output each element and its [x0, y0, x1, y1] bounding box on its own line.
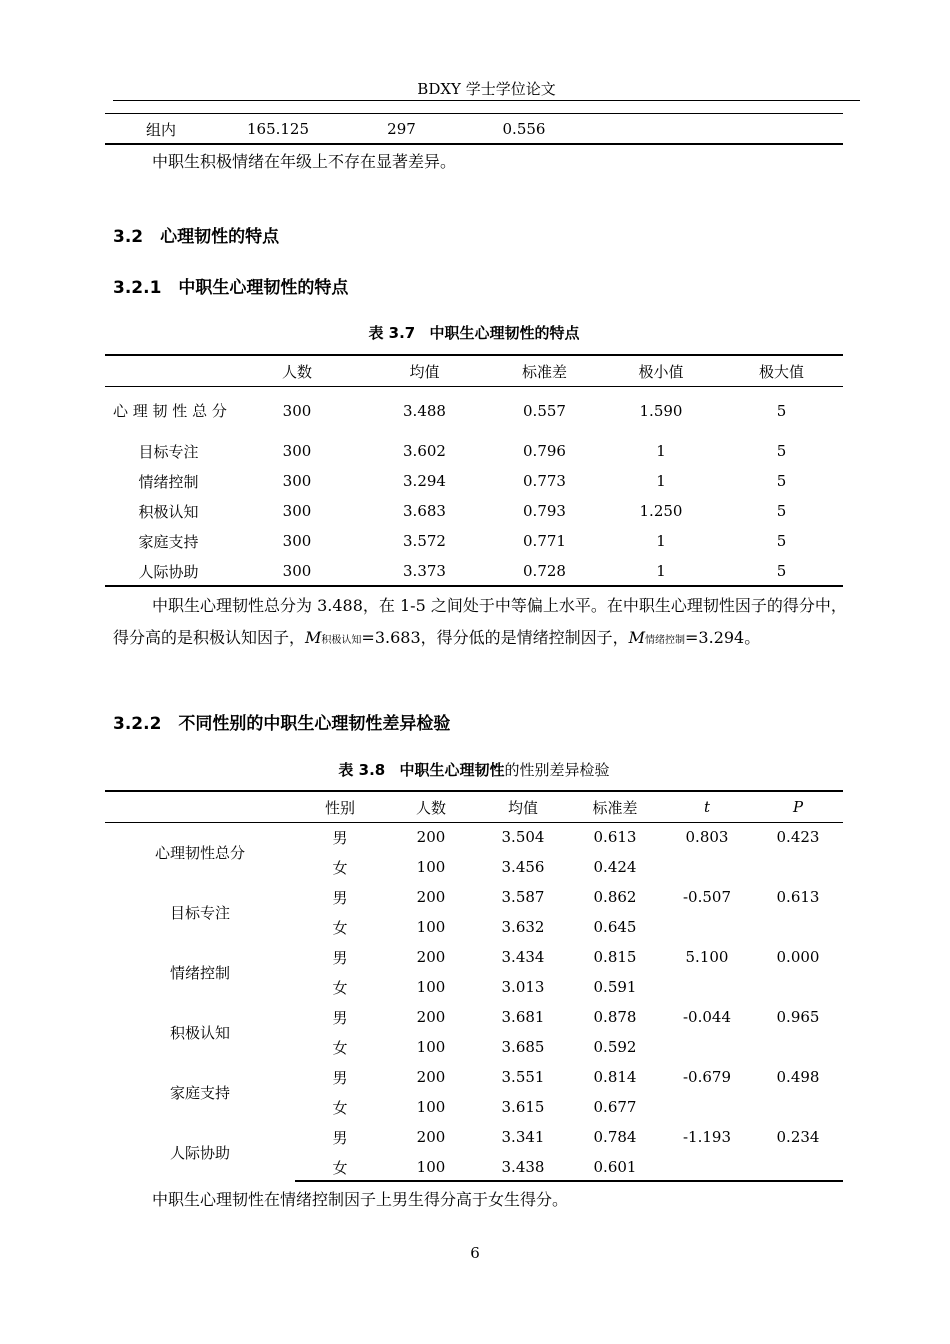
table-rule — [105, 143, 843, 145]
table-3-7 — [105, 356, 843, 586]
table-row: 心理韧性总分 男 200 3.504 0.613 0.803 0.423 — [105, 822, 843, 852]
subsection-heading: 3.2.2 不同性别的中职生心理韧性差异检验 — [113, 714, 451, 734]
table-row: 女 100 3.632 0.645 — [332, 918, 637, 937]
table-row: 组内 165.125 297 0.556 — [145, 120, 546, 139]
table-row: 家庭支持 300 3.572 0.771 1 5 — [138, 532, 787, 551]
table-row: 女 100 3.456 0.424 — [332, 858, 637, 877]
table-caption: 表 3.8 中职生心理韧性的性别差异检验 — [338, 761, 610, 779]
table-row: 目标专注 300 3.602 0.796 1 5 — [138, 442, 787, 461]
table-header-row: 性别 人数 均值 标准差 t P — [324, 798, 804, 817]
group-label: 心理韧性总分 — [154, 843, 245, 862]
table-row: 家庭支持 男 200 3.551 0.814 -0.679 0.498 — [105, 1062, 843, 1092]
paragraph: 中职生积极情绪在年级上不存在显著差异。 — [152, 152, 457, 171]
table-row: 女 100 3.615 0.677 — [332, 1098, 637, 1117]
table-row: 心 理 韧 性 总 分 300 3.488 0.557 1.590 5 — [113, 401, 787, 420]
table-row: 目标专注 男 200 3.587 0.862 -0.507 0.613 — [105, 882, 843, 912]
group-label: 情绪控制 — [169, 963, 230, 982]
table-row: 女 100 3.685 0.592 — [332, 1038, 637, 1057]
group-label: 目标专注 — [169, 903, 230, 922]
paragraph: 中职生心理韧性在情绪控制因子上男生得分高于女生得分。 — [152, 1190, 569, 1209]
page-number: 6 — [470, 1244, 480, 1262]
subsection-heading: 3.2.1 中职生心理韧性的特点 — [113, 278, 349, 298]
table-3-8 — [105, 792, 843, 1182]
paragraph: 中职生心理韧性总分为 3.488，在 1-5 之间处于中等偏上水平。在中职生心理韧性因子的得分中，得分高的是积极认知因子，M积极认知=3.683，得分低的是情绪控制因子，M情绪控制=3.294。 — [113, 596, 847, 647]
table-row: 积极认知 男 200 3.681 0.878 -0.044 0.965 — [105, 1002, 843, 1032]
table-row: 人际协助 男 200 3.341 0.784 -1.193 0.234 — [105, 1122, 843, 1152]
section-heading: 3.2 心理韧性的特点 — [113, 227, 280, 247]
table-header-row: 人数 均值 标准差 极小值 极大值 — [281, 362, 804, 381]
table-row: 人际协助 300 3.373 0.728 1 5 — [138, 562, 787, 581]
table-caption: 表 3.7 中职生心理韧性的特点 — [368, 324, 580, 342]
table-row: 女 100 3.438 0.601 — [332, 1158, 637, 1177]
group-label: 积极认知 — [169, 1023, 230, 1042]
table-row: 情绪控制 300 3.294 0.773 1 5 — [138, 472, 787, 491]
table-row: 积极认知 300 3.683 0.793 1.250 5 — [138, 502, 787, 521]
table-row: 女 100 3.013 0.591 — [332, 978, 637, 997]
group-label: 人际协助 — [169, 1143, 230, 1162]
table-row: 情绪控制 男 200 3.434 0.815 5.100 0.000 — [105, 942, 843, 972]
page-header: BDXY 学士学位论文 — [113, 78, 860, 101]
group-label: 家庭支持 — [169, 1083, 230, 1102]
table-rule — [105, 113, 843, 114]
prev-table-tail — [105, 114, 843, 144]
